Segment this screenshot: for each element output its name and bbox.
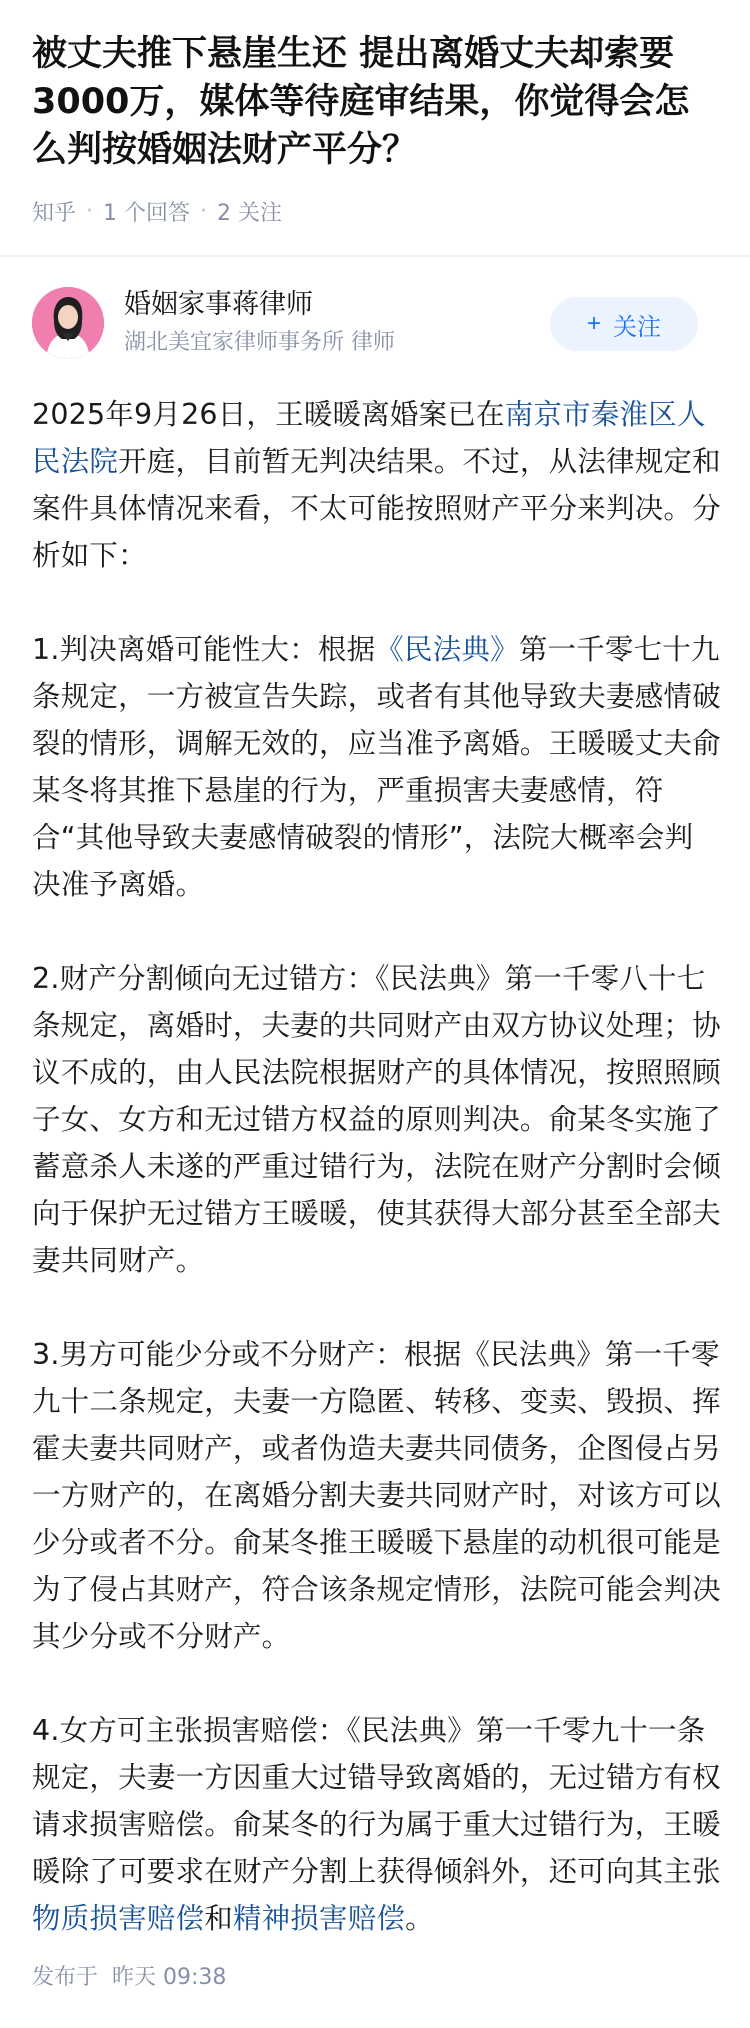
question-meta bbox=[32, 194, 718, 228]
answer-paragraph: 2.财产分割倾向无过错方：《民法典》第一千零八十七条规定，离婚时，夫妻的共同财产由双方协议处理；协议不成的，由人民法院根据财产的具体情况，按照照顾子女、女方和无过错方权益的原则判决。俞某冬实施了蓄意杀人未遂的严重过错行为，法院在财产分割时会倾向于保护无过错方王暖暖，使其获得大部分甚至全部夫妻共同财产。 bbox=[32, 962, 721, 1277]
follow-count[interactable]: 2 关注 bbox=[217, 200, 283, 226]
source-label: 知乎 bbox=[32, 200, 77, 226]
court-link[interactable]: 南京市秦淮区人民法院 bbox=[32, 398, 706, 478]
question-title[interactable]: 被丈夫推下悬崖生还 提出离婚丈夫却索要3000万，媒体等待庭审结果，你觉得会怎么判按婚姻法财产平分？ bbox=[32, 34, 690, 170]
mental-damages-link[interactable]: 精神损害赔偿 bbox=[232, 1902, 406, 1935]
paragraph-text: 4.女方可主张损害赔偿：《民法典》第一千零九十一条规定，夫妻一方因重大过错导致离婚的，无过错方有权请求损害赔偿。俞某冬的行为属于重大过错行为，王暖暖除了可要求在财产分割上获得倾斜外，还可向其主张 bbox=[32, 1714, 721, 1888]
meta-separator: · bbox=[200, 198, 208, 224]
author-info bbox=[124, 287, 395, 359]
author-card bbox=[0, 267, 750, 379]
publish-timestamp: 昨天 09:38 bbox=[112, 1965, 227, 1990]
meta-separator: · bbox=[86, 198, 94, 224]
answer-count[interactable]: 1 个回答 bbox=[103, 200, 191, 226]
civil-code-link[interactable]: 《民法典》 bbox=[375, 633, 519, 666]
answer-paragraph bbox=[32, 626, 722, 908]
avatar-portrait-icon bbox=[32, 287, 104, 359]
follow-button[interactable] bbox=[550, 297, 698, 351]
paragraph-text: 1.判决离婚可能性大：根据 bbox=[32, 633, 376, 666]
author-name[interactable]: 婚姻家事蒋律师 bbox=[124, 289, 313, 320]
answer-paragraph bbox=[32, 391, 722, 579]
answer-paragraph: 3.男方可能少分或不分财产：根据《民法典》第一千零九十二条规定，夫妻一方隐匿、转移、变卖、毁损、挥霍夫妻共同财产，或者伪造夫妻共同债务，企图侵占另一方财产的，在离婚分割夫妻共同财产时，对该方可以少分或者不分。俞某冬推王暖暖下悬崖的动机很可能是为了侵占其财产，符合该条规定情形，法院可能会判决其少分或不分财产。 bbox=[32, 1338, 721, 1653]
follow-button-label: 关注 bbox=[613, 313, 661, 341]
question-header bbox=[0, 0, 750, 228]
plus-icon: + bbox=[586, 310, 601, 337]
paragraph-text: 2025年9月26日，王暖暖离婚案已在 bbox=[32, 398, 505, 431]
answer-content bbox=[0, 391, 750, 1942]
header-divider bbox=[0, 255, 750, 257]
author-description: 湖北美宜家律师事务所 律师 bbox=[124, 330, 395, 355]
answer-paragraph bbox=[32, 1707, 722, 1942]
publish-label: 发布于 bbox=[32, 1965, 99, 1990]
material-damages-link[interactable]: 物质损害赔偿 bbox=[32, 1902, 205, 1935]
paragraph-text: 第一千零七十九条规定，一方被宣告失踪，或者有其他导致夫妻感情破裂的情形，调解无效的，应当准予离婚。王暖暖丈夫俞某冬将其推下悬崖的行为，严重损害夫妻感情，符合“其他导致夫妻感情破裂的情形”，法院大概率会判决准予离婚。 bbox=[32, 633, 721, 901]
paragraph-text: 和 bbox=[204, 1902, 233, 1935]
avatar[interactable] bbox=[32, 287, 104, 359]
paragraph-text: 。 bbox=[405, 1902, 434, 1935]
publish-time bbox=[32, 1960, 226, 1991]
paragraph-text: 开庭，目前暂无判决结果。不过，从法律规定和案件具体情况来看，不太可能按照财产平分来判决。分析如下： bbox=[32, 445, 721, 572]
